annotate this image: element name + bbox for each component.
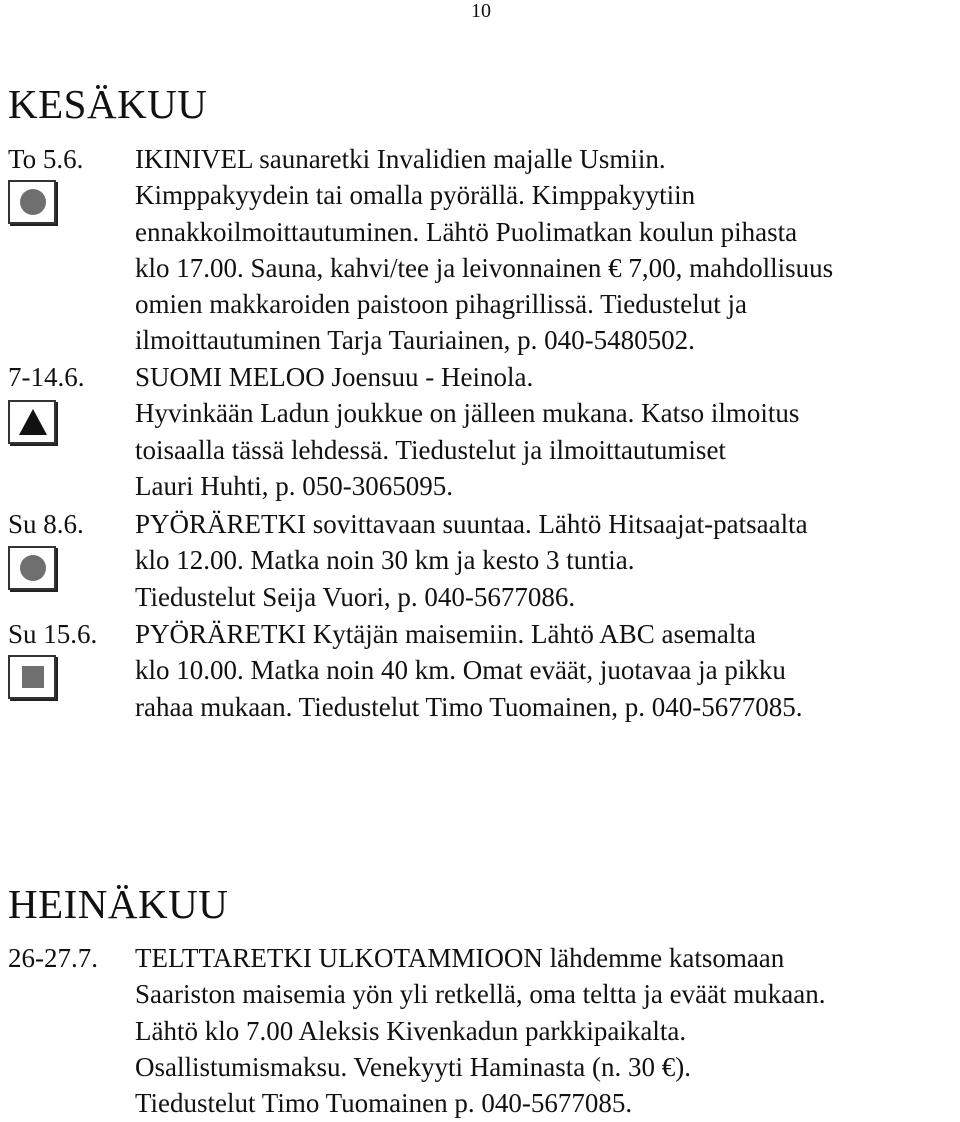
event-line: Hyvinkään Ladun joukkue on jälleen mukana. Katso ilmoitus (135, 398, 800, 429)
event-line: Kimppakyydein tai omalla pyörällä. Kimppakyytiin (135, 180, 696, 211)
page-number: 10 (471, 0, 491, 22)
circle-icon (8, 180, 56, 224)
event-line: PYÖRÄRETKI Kytäjän maisemiin. Lähtö ABC asemalta (135, 619, 756, 649)
event-description (135, 141, 950, 359)
event-description (135, 506, 950, 615)
event-date: 7-14.6. (8, 362, 85, 392)
event-line: omien makkaroiden paistoon pihagrillissä. Tiedustelut ja (135, 289, 747, 320)
event-line: Lähtö klo 7.00 Aleksis Kivenkadun parkkipaikalta. (135, 1015, 687, 1046)
event-line: Tiedustelut Timo Tuomainen p. 040-5677085. (135, 1088, 633, 1119)
event-date: Su 15.6. (8, 619, 98, 649)
event-date: To 5.6. (8, 144, 84, 174)
event-description (135, 616, 950, 725)
event-line: PYÖRÄRETKI sovittavaan suuntaa. Lähtö Hitsaajat-patsaalta (135, 509, 808, 539)
event-line: Tiedustelut Seija Vuori, p. 040-5677086. (135, 581, 576, 612)
event-line: ennakkoilmoittautuminen. Lähtö Puolimatkan koulun pihasta (135, 216, 798, 247)
event-line: SUOMI MELOO Joensuu - Heinola. (135, 362, 534, 392)
event-line: Saariston maisemia yön yli retkellä, oma teltta ja eväät mukaan. (135, 979, 826, 1010)
month-heading-heinakuu: HEINÄKUU (8, 881, 229, 927)
event-line: rahaa mukaan. Tiedustelut Timo Tuomainen, p. 040-5677085. (135, 691, 803, 722)
event-description (135, 940, 950, 1121)
month-heading-kesakuu: KESÄKUU (8, 81, 208, 127)
circle-icon (8, 546, 56, 590)
event-line: Lauri Huhti, p. 050-3065095. (135, 470, 453, 501)
event-date: Su 8.6. (8, 509, 84, 539)
event-date: 26-27.7. (8, 943, 98, 973)
event-line: klo 17.00. Sauna, kahvi/tee ja leivonnainen € 7,00, mahdollisuus (135, 252, 834, 283)
event-line: toisaalla tässä lehdessä. Tiedustelut ja ilmoittautumiset (135, 434, 726, 465)
event-line: IKINIVEL saunaretki Invalidien majalle Usmiin. (135, 144, 666, 174)
triangle-icon (8, 400, 56, 444)
event-line: klo 12.00. Matka noin 30 km ja kesto 3 tuntia. (135, 545, 635, 576)
square-icon (8, 655, 56, 699)
event-line: TELTTARETKI ULKOTAMMIOON lähdemme katsomaan (135, 943, 785, 973)
event-line: Osallistumismaksu. Venekyyti Haminasta (n. 30 €). (135, 1051, 691, 1082)
event-line: klo 10.00. Matka noin 40 km. Omat eväät, juotavaa ja pikku (135, 655, 786, 686)
event-line: ilmoittautuminen Tarja Tauriainen, p. 040-5480502. (135, 325, 695, 356)
event-description (135, 359, 950, 504)
